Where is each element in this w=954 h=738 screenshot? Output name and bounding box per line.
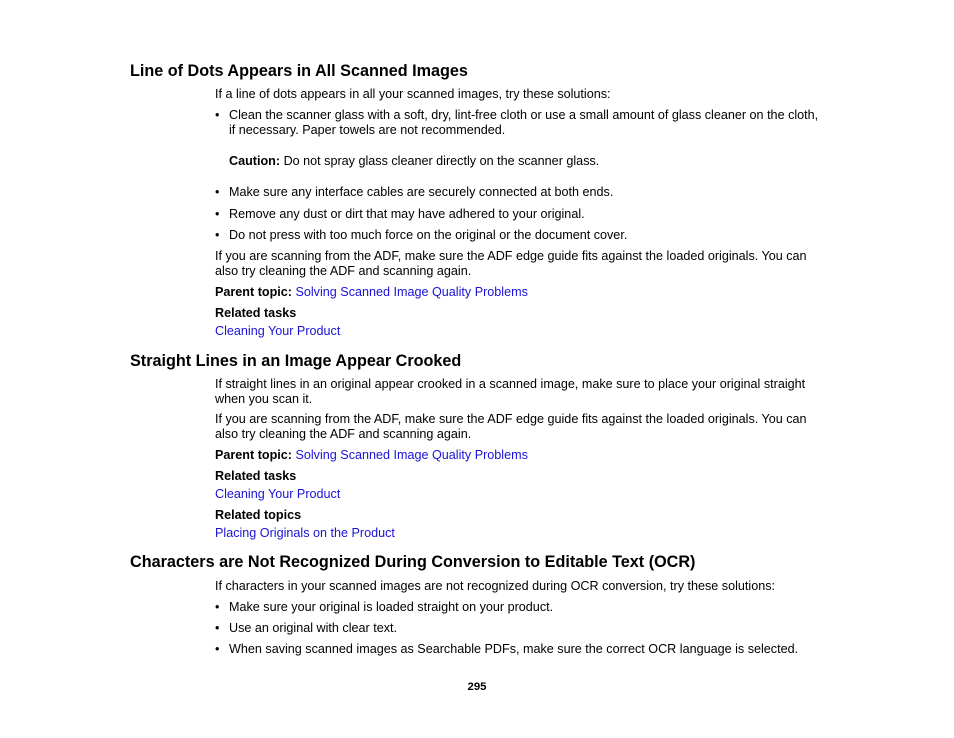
- page-number: 295: [467, 681, 487, 693]
- list-item-text: Clean the scanner glass with a soft, dry, lint-free cloth or use a small amount of glass cleaner on the cloth, if necessary. Paper towels are not recommended.: [229, 108, 819, 137]
- bullet-icon: •: [215, 228, 220, 242]
- bullet-icon: •: [215, 600, 220, 614]
- section3-intro: If characters in your scanned images are not recognized during OCR conversion, try these solutions:: [215, 579, 776, 593]
- list-item: [215, 642, 825, 657]
- caution-label: Caution:: [229, 154, 281, 168]
- bullet-icon: •: [215, 621, 220, 635]
- related-task-link[interactable]: Cleaning Your Product: [215, 324, 341, 338]
- section1-adf-text: If you are scanning from the ADF, make sure the ADF edge guide fits against the loaded originals. You can also try cleaning the ADF and scanning again.: [215, 249, 807, 278]
- caution-text: Do not spray glass cleaner directly on the scanner glass.: [280, 154, 600, 168]
- list-item: [215, 108, 825, 138]
- list-item: [215, 207, 825, 222]
- section2-related-topics-label: [215, 508, 825, 523]
- list-item: [215, 600, 825, 615]
- parent-topic-link[interactable]: Solving Scanned Image Quality Problems: [295, 285, 528, 299]
- list-item-text: When saving scanned images as Searchable PDFs, make sure the correct OCR language is selected.: [229, 642, 799, 656]
- section-heading-straight-lines: Straight Lines in an Image Appear Crooked: [130, 352, 462, 370]
- section2-adf-text: If you are scanning from the ADF, make sure the ADF edge guide fits against the loaded originals. You can also try cleaning the ADF and scanning again.: [215, 412, 807, 441]
- list-item-text: Do not press with too much force on the original or the document cover.: [229, 228, 628, 242]
- bullet-icon: •: [215, 185, 220, 199]
- section2-related-task-row: [215, 487, 825, 502]
- list-item: [215, 185, 825, 200]
- parent-topic-label: Parent topic:: [215, 448, 292, 462]
- bullet-icon: •: [215, 642, 220, 656]
- list-item-text: Use an original with clear text.: [229, 621, 397, 635]
- section1-parent-topic: [215, 285, 825, 300]
- list-item-text: Make sure any interface cables are securely connected at both ends.: [229, 185, 614, 199]
- related-topic-link[interactable]: Placing Originals on the Product: [215, 526, 395, 540]
- list-item-text: Remove any dust or dirt that may have adhered to your original.: [229, 207, 585, 221]
- list-item-text: Make sure your original is loaded straight on your product.: [229, 600, 554, 614]
- parent-topic-label: Parent topic:: [215, 285, 292, 299]
- section-heading-ocr: Characters are Not Recognized During Conversion to Editable Text (OCR): [130, 553, 696, 571]
- section2-intro: If straight lines in an original appear crooked in a scanned image, make sure to place your original straight when you scan it.: [215, 377, 806, 406]
- caution-note: [229, 154, 825, 169]
- section2-related-tasks-label: [215, 469, 825, 484]
- bullet-icon: •: [215, 108, 220, 122]
- bullet-icon: •: [215, 207, 220, 221]
- section2-related-topic-row: [215, 526, 825, 541]
- parent-topic-link[interactable]: Solving Scanned Image Quality Problems: [295, 448, 528, 462]
- section1-related-tasks-label: [215, 306, 825, 321]
- section-heading-line-of-dots: Line of Dots Appears in All Scanned Images: [130, 62, 468, 80]
- related-task-link[interactable]: Cleaning Your Product: [215, 487, 341, 501]
- related-tasks-label: Related tasks: [215, 306, 297, 320]
- section1-related-task-row: [215, 324, 825, 339]
- related-tasks-label: Related tasks: [215, 469, 297, 483]
- section2-parent-topic: [215, 448, 825, 463]
- related-topics-label: Related topics: [215, 508, 302, 522]
- list-item: [215, 228, 825, 243]
- section1-intro: If a line of dots appears in all your scanned images, try these solutions:: [215, 87, 611, 101]
- list-item: [215, 621, 825, 636]
